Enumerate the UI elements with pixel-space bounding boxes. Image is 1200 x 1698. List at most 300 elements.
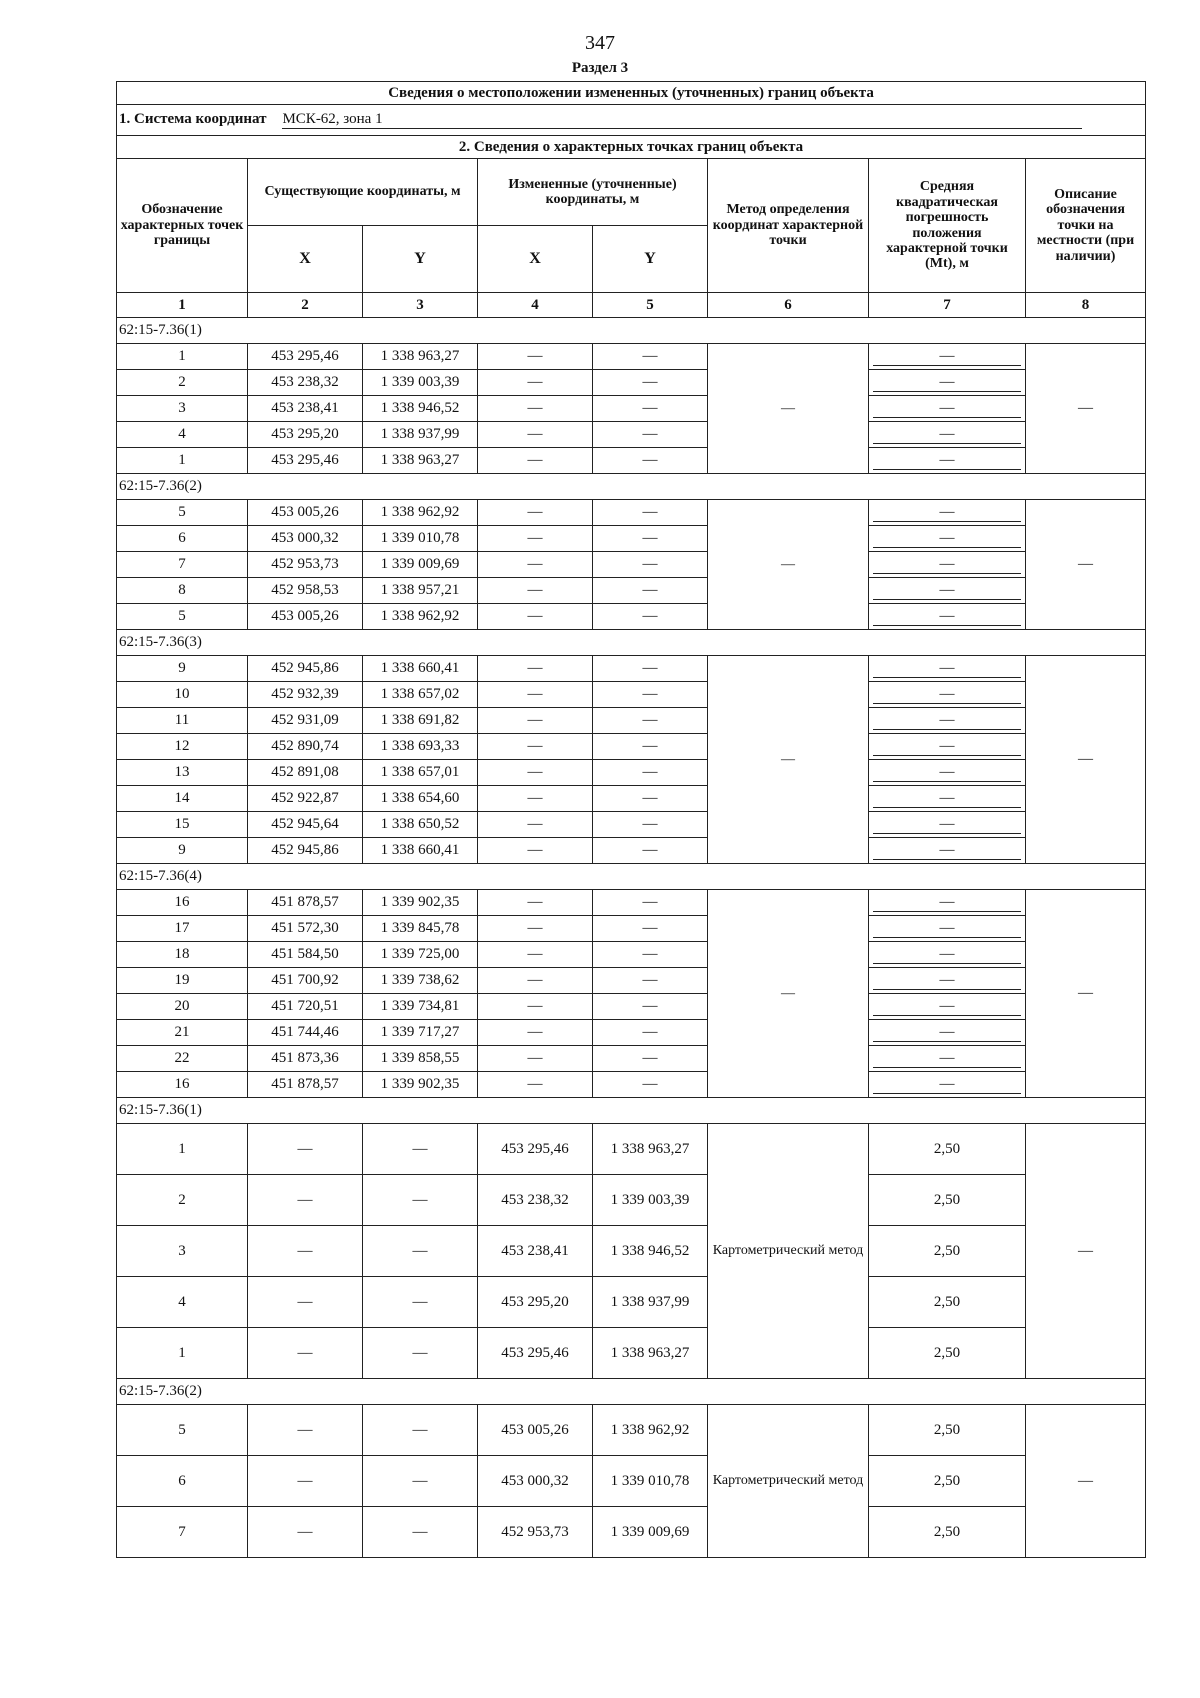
table-row xyxy=(117,344,1146,370)
column-number: 4 xyxy=(478,293,593,318)
updated-y: — xyxy=(593,916,708,942)
points-section-title: 2. Сведения о характерных точках границ объекта xyxy=(117,136,1146,159)
existing-y: 1 339 858,55 xyxy=(363,1046,478,1072)
existing-x: 452 953,73 xyxy=(248,552,363,578)
existing-x: 453 005,26 xyxy=(248,604,363,630)
existing-x: 453 005,26 xyxy=(248,500,363,526)
mean-square-error-value: — xyxy=(873,972,1021,990)
point-number: 17 xyxy=(117,916,248,942)
mean-square-error: 2,50 xyxy=(869,1456,1026,1507)
updated-y: 1 338 937,99 xyxy=(593,1277,708,1328)
table-row xyxy=(117,1507,1146,1558)
updated-y: 1 338 962,92 xyxy=(593,1405,708,1456)
table-row xyxy=(117,1226,1146,1277)
point-number: 6 xyxy=(117,1456,248,1507)
mean-square-error-value: — xyxy=(873,1024,1021,1042)
existing-x: 451 720,51 xyxy=(248,994,363,1020)
method-cell: Картометрический метод xyxy=(708,1124,869,1379)
existing-x: 451 700,92 xyxy=(248,968,363,994)
mean-square-error xyxy=(869,890,1026,916)
mean-square-error xyxy=(869,396,1026,422)
header-existing-x: X xyxy=(248,226,363,293)
table-row xyxy=(117,734,1146,760)
updated-x: — xyxy=(478,682,593,708)
mean-square-error xyxy=(869,370,1026,396)
coordinate-system-value: МСК-62, зона 1 xyxy=(282,111,1082,129)
table-row xyxy=(117,1020,1146,1046)
updated-x: 453 295,46 xyxy=(478,1124,593,1175)
updated-y: — xyxy=(593,1072,708,1098)
mean-square-error-value: — xyxy=(873,764,1021,782)
point-number: 16 xyxy=(117,1072,248,1098)
updated-y: — xyxy=(593,396,708,422)
table-row xyxy=(117,396,1146,422)
point-number: 1 xyxy=(117,1328,248,1379)
method-cell: — xyxy=(708,890,869,1098)
existing-y: 1 339 734,81 xyxy=(363,994,478,1020)
point-number: 18 xyxy=(117,942,248,968)
mean-square-error: 2,50 xyxy=(869,1175,1026,1226)
mean-square-error xyxy=(869,578,1026,604)
existing-y: 1 338 657,02 xyxy=(363,682,478,708)
point-number: 1 xyxy=(117,448,248,474)
mean-square-error-value: — xyxy=(873,842,1021,860)
existing-x: 451 744,46 xyxy=(248,1020,363,1046)
mean-square-error-value: — xyxy=(873,608,1021,626)
existing-y: 1 339 010,78 xyxy=(363,526,478,552)
updated-x: — xyxy=(478,734,593,760)
updated-y: — xyxy=(593,812,708,838)
existing-y: 1 338 660,41 xyxy=(363,838,478,864)
updated-y: — xyxy=(593,1020,708,1046)
point-number: 1 xyxy=(117,344,248,370)
existing-x: 452 922,87 xyxy=(248,786,363,812)
table-row xyxy=(117,942,1146,968)
existing-y: 1 338 657,01 xyxy=(363,760,478,786)
updated-y: — xyxy=(593,500,708,526)
description-cell: — xyxy=(1026,344,1146,474)
mean-square-error-value: — xyxy=(873,816,1021,834)
existing-y: 1 339 845,78 xyxy=(363,916,478,942)
point-number: 9 xyxy=(117,656,248,682)
point-number: 2 xyxy=(117,1175,248,1226)
updated-y: — xyxy=(593,552,708,578)
updated-x: — xyxy=(478,578,593,604)
updated-y: — xyxy=(593,734,708,760)
updated-x: — xyxy=(478,708,593,734)
table-row xyxy=(117,448,1146,474)
table-row xyxy=(117,838,1146,864)
existing-x: 452 931,09 xyxy=(248,708,363,734)
updated-y: — xyxy=(593,604,708,630)
existing-x: — xyxy=(248,1226,363,1277)
point-number: 5 xyxy=(117,1405,248,1456)
point-number: 11 xyxy=(117,708,248,734)
mean-square-error xyxy=(869,734,1026,760)
header-updated-x: X xyxy=(478,226,593,293)
mean-square-error-value: — xyxy=(873,1050,1021,1068)
updated-x: — xyxy=(478,448,593,474)
point-number: 5 xyxy=(117,604,248,630)
point-number: 15 xyxy=(117,812,248,838)
updated-y: — xyxy=(593,578,708,604)
existing-x: — xyxy=(248,1507,363,1558)
point-number: 1 xyxy=(117,1124,248,1175)
mean-square-error xyxy=(869,968,1026,994)
existing-x: — xyxy=(248,1456,363,1507)
point-number: 7 xyxy=(117,552,248,578)
mean-square-error xyxy=(869,786,1026,812)
existing-y: 1 339 902,35 xyxy=(363,890,478,916)
updated-x: — xyxy=(478,396,593,422)
description-cell: — xyxy=(1026,656,1146,864)
existing-x: 451 572,30 xyxy=(248,916,363,942)
point-number: 8 xyxy=(117,578,248,604)
table-title: Сведения о местоположении измененных (уточненных) границ объекта xyxy=(117,82,1146,105)
updated-x: 453 238,41 xyxy=(478,1226,593,1277)
table-row xyxy=(117,1456,1146,1507)
existing-y: — xyxy=(363,1405,478,1456)
table-row xyxy=(117,708,1146,734)
table-row xyxy=(117,500,1146,526)
updated-y: 1 338 963,27 xyxy=(593,1328,708,1379)
existing-x: 452 932,39 xyxy=(248,682,363,708)
mean-square-error-value: — xyxy=(873,1076,1021,1094)
updated-x: — xyxy=(478,422,593,448)
mean-square-error: 2,50 xyxy=(869,1328,1026,1379)
existing-y: 1 338 946,52 xyxy=(363,396,478,422)
updated-x: — xyxy=(478,916,593,942)
updated-y: 1 339 010,78 xyxy=(593,1456,708,1507)
existing-x: 452 958,53 xyxy=(248,578,363,604)
existing-x: 452 945,64 xyxy=(248,812,363,838)
mean-square-error xyxy=(869,994,1026,1020)
point-number: 3 xyxy=(117,396,248,422)
table-row xyxy=(117,682,1146,708)
description-cell: — xyxy=(1026,890,1146,1098)
mean-square-error: 2,50 xyxy=(869,1124,1026,1175)
parcel-id: 62:15-7.36(1) xyxy=(117,318,1146,344)
updated-y: 1 338 963,27 xyxy=(593,1124,708,1175)
updated-x: — xyxy=(478,968,593,994)
table-row xyxy=(117,812,1146,838)
table-row xyxy=(117,422,1146,448)
updated-y: 1 338 946,52 xyxy=(593,1226,708,1277)
existing-y: 1 338 654,60 xyxy=(363,786,478,812)
table-row xyxy=(117,1046,1146,1072)
mean-square-error-value: — xyxy=(873,556,1021,574)
updated-x: — xyxy=(478,812,593,838)
existing-x: — xyxy=(248,1124,363,1175)
existing-y: 1 339 738,62 xyxy=(363,968,478,994)
table-row xyxy=(117,656,1146,682)
existing-y: 1 339 725,00 xyxy=(363,942,478,968)
existing-y: 1 339 003,39 xyxy=(363,370,478,396)
updated-x: — xyxy=(478,1020,593,1046)
existing-y: — xyxy=(363,1277,478,1328)
existing-y: 1 338 693,33 xyxy=(363,734,478,760)
description-cell: — xyxy=(1026,1124,1146,1379)
parcel-id: 62:15-7.36(4) xyxy=(117,864,1146,890)
existing-x: 452 891,08 xyxy=(248,760,363,786)
method-cell: — xyxy=(708,656,869,864)
mean-square-error-value: — xyxy=(873,946,1021,964)
point-number: 19 xyxy=(117,968,248,994)
existing-y: 1 338 691,82 xyxy=(363,708,478,734)
mean-square-error xyxy=(869,552,1026,578)
table-row xyxy=(117,526,1146,552)
updated-y: 1 339 003,39 xyxy=(593,1175,708,1226)
updated-x: — xyxy=(478,890,593,916)
existing-y: 1 338 650,52 xyxy=(363,812,478,838)
mean-square-error xyxy=(869,422,1026,448)
updated-y: — xyxy=(593,1046,708,1072)
header-updated-y: Y xyxy=(593,226,708,293)
updated-y: — xyxy=(593,942,708,968)
existing-y: 1 339 902,35 xyxy=(363,1072,478,1098)
updated-x: — xyxy=(478,656,593,682)
updated-y: — xyxy=(593,994,708,1020)
mean-square-error xyxy=(869,760,1026,786)
column-number: 6 xyxy=(708,293,869,318)
updated-x: — xyxy=(478,370,593,396)
updated-x: — xyxy=(478,526,593,552)
table-row xyxy=(117,1124,1146,1175)
updated-y: — xyxy=(593,890,708,916)
mean-square-error xyxy=(869,1020,1026,1046)
updated-x: — xyxy=(478,1046,593,1072)
mean-square-error-value: — xyxy=(873,400,1021,418)
mean-square-error xyxy=(869,942,1026,968)
point-number: 22 xyxy=(117,1046,248,1072)
existing-x: 453 000,32 xyxy=(248,526,363,552)
mean-square-error xyxy=(869,682,1026,708)
updated-y: — xyxy=(593,682,708,708)
existing-y: — xyxy=(363,1507,478,1558)
existing-y: 1 339 009,69 xyxy=(363,552,478,578)
table-row xyxy=(117,890,1146,916)
mean-square-error-value: — xyxy=(873,738,1021,756)
existing-x: 453 238,32 xyxy=(248,370,363,396)
description-cell: — xyxy=(1026,1405,1146,1558)
mean-square-error: 2,50 xyxy=(869,1277,1026,1328)
mean-square-error xyxy=(869,812,1026,838)
column-number: 2 xyxy=(248,293,363,318)
mean-square-error: 2,50 xyxy=(869,1405,1026,1456)
updated-y: — xyxy=(593,968,708,994)
mean-square-error-value: — xyxy=(873,426,1021,444)
header-method: Метод определения координат характерной точки xyxy=(708,159,869,293)
existing-y: 1 338 963,27 xyxy=(363,448,478,474)
updated-x: 453 238,32 xyxy=(478,1175,593,1226)
updated-x: 453 295,20 xyxy=(478,1277,593,1328)
existing-x: 451 878,57 xyxy=(248,890,363,916)
mean-square-error xyxy=(869,1072,1026,1098)
table-row xyxy=(117,916,1146,942)
table-row xyxy=(117,1175,1146,1226)
parcel-header-row xyxy=(117,1379,1146,1405)
mean-square-error-value: — xyxy=(873,660,1021,678)
existing-y: — xyxy=(363,1328,478,1379)
updated-x: — xyxy=(478,604,593,630)
existing-y: — xyxy=(363,1226,478,1277)
mean-square-error-value: — xyxy=(873,582,1021,600)
point-number: 6 xyxy=(117,526,248,552)
method-cell: Картометрический метод xyxy=(708,1405,869,1558)
existing-x: — xyxy=(248,1328,363,1379)
mean-square-error-value: — xyxy=(873,790,1021,808)
updated-y: — xyxy=(593,656,708,682)
point-number: 7 xyxy=(117,1507,248,1558)
mean-square-error-value: — xyxy=(873,374,1021,392)
table-row xyxy=(117,1405,1146,1456)
parcel-header-row xyxy=(117,1098,1146,1124)
table-row xyxy=(117,1328,1146,1379)
mean-square-error-value: — xyxy=(873,348,1021,366)
existing-x: 453 295,20 xyxy=(248,422,363,448)
existing-y: 1 338 963,27 xyxy=(363,344,478,370)
point-number: 14 xyxy=(117,786,248,812)
method-cell: — xyxy=(708,500,869,630)
mean-square-error-value: — xyxy=(873,686,1021,704)
existing-x: 452 945,86 xyxy=(248,656,363,682)
mean-square-error: 2,50 xyxy=(869,1507,1026,1558)
point-number: 4 xyxy=(117,422,248,448)
section-title: Раздел 3 xyxy=(571,60,629,76)
existing-y: — xyxy=(363,1175,478,1226)
table-row xyxy=(117,552,1146,578)
existing-y: 1 339 717,27 xyxy=(363,1020,478,1046)
existing-y: 1 338 957,21 xyxy=(363,578,478,604)
mean-square-error-value: — xyxy=(873,894,1021,912)
updated-y: — xyxy=(593,786,708,812)
updated-y: — xyxy=(593,838,708,864)
header-existing-coordinates: Существующие координаты, м xyxy=(248,159,478,226)
table-row xyxy=(117,968,1146,994)
updated-y: — xyxy=(593,370,708,396)
updated-x: — xyxy=(478,344,593,370)
updated-y: — xyxy=(593,526,708,552)
updated-x: — xyxy=(478,838,593,864)
table-row xyxy=(117,786,1146,812)
point-number: 4 xyxy=(117,1277,248,1328)
updated-y: — xyxy=(593,422,708,448)
existing-x: 452 890,74 xyxy=(248,734,363,760)
parcel-id: 62:15-7.36(2) xyxy=(117,1379,1146,1405)
point-number: 20 xyxy=(117,994,248,1020)
existing-x: 453 295,46 xyxy=(248,344,363,370)
table-row xyxy=(117,1277,1146,1328)
updated-y: — xyxy=(593,760,708,786)
page-number: 347 xyxy=(585,32,615,54)
mean-square-error xyxy=(869,604,1026,630)
header-updated-coordinates: Измененные (уточненные) координаты, м xyxy=(478,159,708,226)
coordinate-system-label: 1. Система координат xyxy=(119,111,267,128)
header-description: Описание обозначения точки на местности (при наличии) xyxy=(1026,159,1146,293)
existing-x: 452 945,86 xyxy=(248,838,363,864)
column-number: 1 xyxy=(117,293,248,318)
updated-x: — xyxy=(478,500,593,526)
header-point-designation: Обозначение характерных точек границы xyxy=(117,159,248,293)
updated-x: — xyxy=(478,552,593,578)
parcel-header-row xyxy=(117,630,1146,656)
table-row xyxy=(117,578,1146,604)
existing-x: — xyxy=(248,1405,363,1456)
existing-x: 451 584,50 xyxy=(248,942,363,968)
mean-square-error xyxy=(869,448,1026,474)
point-number: 10 xyxy=(117,682,248,708)
updated-x: 453 000,32 xyxy=(478,1456,593,1507)
point-number: 2 xyxy=(117,370,248,396)
existing-y: 1 338 660,41 xyxy=(363,656,478,682)
point-number: 9 xyxy=(117,838,248,864)
updated-y: — xyxy=(593,708,708,734)
mean-square-error-value: — xyxy=(873,920,1021,938)
parcel-header-row xyxy=(117,474,1146,500)
table-row xyxy=(117,760,1146,786)
updated-y: — xyxy=(593,448,708,474)
parcel-id: 62:15-7.36(2) xyxy=(117,474,1146,500)
column-numbers-row xyxy=(117,293,1146,318)
mean-square-error xyxy=(869,838,1026,864)
updated-y: — xyxy=(593,344,708,370)
point-number: 13 xyxy=(117,760,248,786)
existing-x: 453 238,41 xyxy=(248,396,363,422)
mean-square-error-value: — xyxy=(873,452,1021,470)
description-cell: — xyxy=(1026,500,1146,630)
updated-x: 453 005,26 xyxy=(478,1405,593,1456)
existing-y: 1 338 937,99 xyxy=(363,422,478,448)
updated-x: — xyxy=(478,942,593,968)
existing-y: — xyxy=(363,1456,478,1507)
mean-square-error xyxy=(869,916,1026,942)
mean-square-error-value: — xyxy=(873,504,1021,522)
column-number: 3 xyxy=(363,293,478,318)
table-row xyxy=(117,604,1146,630)
existing-x: 451 873,36 xyxy=(248,1046,363,1072)
updated-x: 453 295,46 xyxy=(478,1328,593,1379)
column-number: 8 xyxy=(1026,293,1146,318)
existing-y: 1 338 962,92 xyxy=(363,500,478,526)
mean-square-error-value: — xyxy=(873,998,1021,1016)
mean-square-error xyxy=(869,708,1026,734)
parcel-id: 62:15-7.36(3) xyxy=(117,630,1146,656)
existing-x: 453 295,46 xyxy=(248,448,363,474)
point-number: 16 xyxy=(117,890,248,916)
updated-x: — xyxy=(478,760,593,786)
existing-y: — xyxy=(363,1124,478,1175)
table-row xyxy=(117,1072,1146,1098)
mean-square-error-value: — xyxy=(873,530,1021,548)
updated-x: 452 953,73 xyxy=(478,1507,593,1558)
column-number: 5 xyxy=(593,293,708,318)
column-number: 7 xyxy=(869,293,1026,318)
boundary-points-table xyxy=(116,81,1146,1558)
header-existing-y: Y xyxy=(363,226,478,293)
mean-square-error xyxy=(869,526,1026,552)
existing-y: 1 338 962,92 xyxy=(363,604,478,630)
coordinate-system-row xyxy=(117,105,1146,136)
updated-x: — xyxy=(478,1072,593,1098)
point-number: 5 xyxy=(117,500,248,526)
mean-square-error xyxy=(869,344,1026,370)
mean-square-error xyxy=(869,1046,1026,1072)
mean-square-error-value: — xyxy=(873,712,1021,730)
mean-square-error xyxy=(869,656,1026,682)
existing-x: — xyxy=(248,1277,363,1328)
updated-x: — xyxy=(478,994,593,1020)
header-mean-square-error: Средняя квадратическая погрешность положения характерной точки (Mt), м xyxy=(869,159,1026,293)
